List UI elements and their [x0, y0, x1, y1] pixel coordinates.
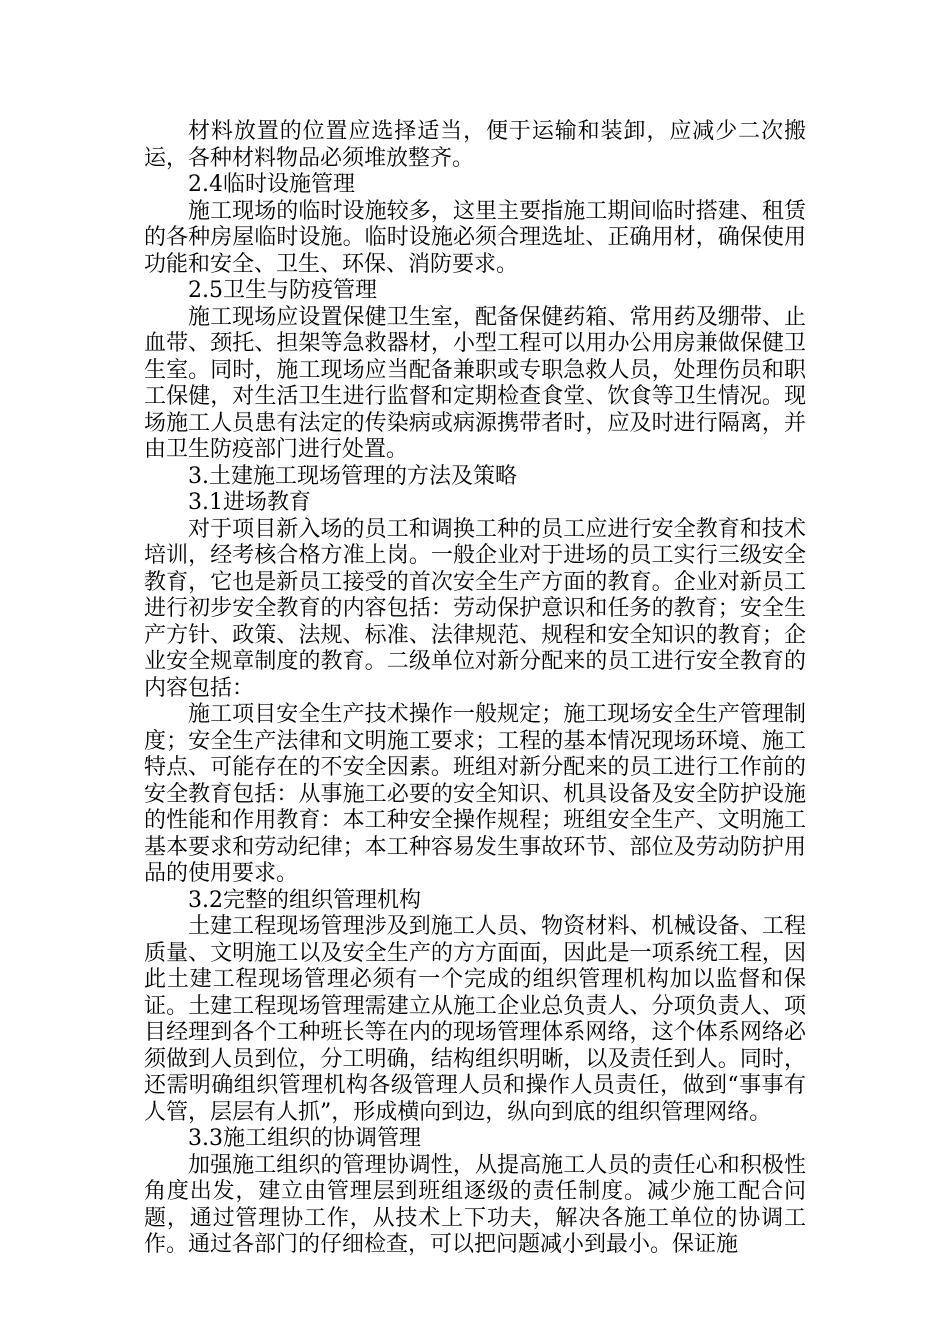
heading-3-2-organization: 3.2完整的组织管理机构: [188, 887, 421, 913]
heading-2-4-temporary-facilities: 2.4临时设施管理: [188, 172, 355, 197]
heading-3-methods-strategies: 3.土建施工现场管理的方法及策略: [188, 463, 517, 489]
paragraph-coordination: 加强施工组织的管理协调性，从提高施工人员的责任心和积极性角度出发，建立由管理层到班组逐级的责任制度。减少施工配合问题，通过管理协工作，从技术上下功夫，解决各施工单位的协调工作。通过各部门的仔细检查，可以把问题减小到最小。保证施: [144, 1152, 806, 1257]
paragraph-hygiene-epidemic: 施工现场应设置保健卫生室，配备保健药箱、常用药及绷带、止血带、颈托、担架等急救器材，小型工程可以用办公用房兼做保健卫生室。同时，施工现场应当配备兼职或专职急救人员，处理伤员和职工保健，对生活卫生进行监督和定期检查食堂、饮食等卫生情况。现场施工人员患有法定的传染病或病源携带者时，应及时进行隔离，并由卫生防疫部门进行处置。: [144, 304, 806, 462]
paragraph-material-placement: 材料放置的位置应选择适当，便于运输和装卸，应减少二次搬运，各种材料物品必须堆放整齐。: [144, 119, 806, 171]
heading-3-1-site-entry-education: 3.1进场教育: [188, 490, 311, 515]
paragraph-safety-education-content: 施工项目安全生产技术操作一般规定；施工现场安全生产管理制度；安全生产法律和文明施工要求；工程的基本情况现场环境、施工特点、可能存在的不安全因素。班组对新分配来的员工进行工作前的安全教育包括：从事施工必要的安全知识、机具设备及安全防护设施的性能和作用教育：本工种安全操作规程；班组安全生产、文明施工基本要求和劳动纪律；本工种容易发生事故环节、部位及劳动防护用品的使用要求。: [144, 702, 806, 886]
heading-3-3-coordination: 3.3施工组织的协调管理: [188, 1126, 421, 1151]
heading-2-5-hygiene-epidemic: 2.5卫生与防疫管理: [188, 278, 377, 303]
document-body: [144, 119, 806, 1259]
paragraph-organization: 土建工程现场管理涉及到施工人员、物资材料、机械设备、工程质量、文明施工以及安全生产的方方面面，因此是一项系统工程，因此土建工程现场管理必须有一个完成的组织管理机构加以监督和保证。土建工程现场管理需建立从施工企业总负责人、分项负责人、项目经理到各个工种班长等在内的现场管理体系网络，这个体系网络必须做到人员到位，分工明确，结构组织明晰，以及责任到人。同时，还需明确组织管理机构各级管理人员和操作人员责任，做到“事事有人管，层层有人抓”，形成横向到边，纵向到底的组织管理网络。: [144, 914, 806, 1125]
paragraph-temporary-facilities: 施工现场的临时设施较多，这里主要指施工期间临时搭建、租赁的各种房屋临时设施。临时设施必须合理选址、正确用材，确保使用功能和安全、卫生、环保、消防要求。: [144, 198, 806, 277]
paragraph-site-entry-education: 对于项目新入场的员工和调换工种的员工应进行安全教育和技术培训，经考核合格方准上岗。一般企业对于进场的员工实行三级安全教育，它也是新员工接受的首次安全生产方面的教育。企业对新员工进行初步安全教育的内容包括：劳动保护意识和任务的教育；安全生产方针、政策、法规、标准、法律规范、规程和安全知识的教育；企业安全规章制度的教育。二级单位对新分配来的员工进行安全教育的内容包括：: [144, 516, 806, 701]
